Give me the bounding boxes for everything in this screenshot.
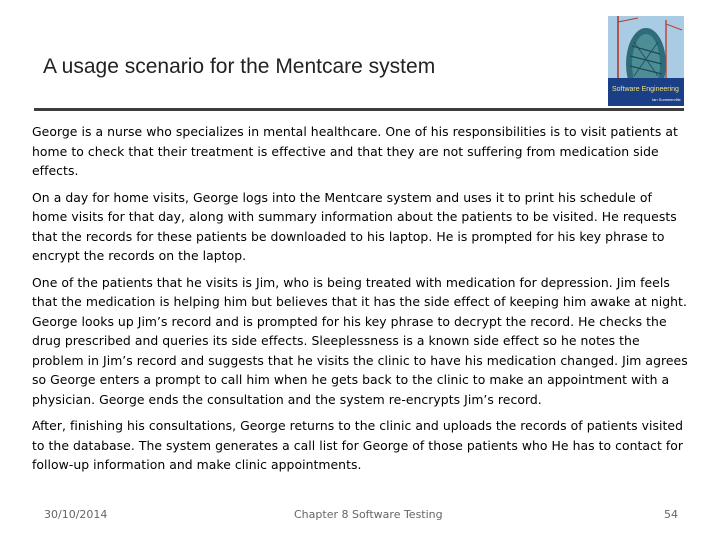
title-divider bbox=[34, 108, 684, 111]
cover-author: Ian Sommerville bbox=[652, 97, 681, 102]
cover-building-illustration bbox=[608, 16, 684, 78]
cover-title-band bbox=[608, 78, 684, 106]
cover-title: Software Engineering bbox=[612, 86, 679, 93]
footer-page-number: 54 bbox=[664, 508, 678, 521]
footer-date: 30/10/2014 bbox=[44, 508, 108, 521]
paragraph-2: On a day for home visits, George logs into the Mentcare system and uses it to print his schedule of home visits for that day, along with summary information about the patients to be visited. He requests that the records for these patients be downloaded to his laptop. He is prompted for his key phrase to encrypt the records on the laptop. bbox=[32, 189, 677, 263]
book-cover-image bbox=[608, 16, 684, 106]
slide-body bbox=[32, 122, 688, 482]
footer-chapter: Chapter 8 Software Testing bbox=[294, 508, 443, 521]
paragraph-1: George is a nurse who specializes in mental healthcare. One of his responsibilities is to visit patients at home to check that their treatment is effective and that they are not suffering from medication side effects. bbox=[32, 124, 678, 178]
paragraph-3: One of the patients that he visits is Jim, who is being treated with medication for depression. Jim feels that the medication is helping him but believes that it has the side effect of keeping him awake at night. George looks up Jim’s record and is prompted for his key phrase to decrypt the record. He checks the drug prescribed and queries its side effects. Sleeplessness is a known side effect so he notes the problem in Jim’s record and suggests that he visits the clinic to have his medication changed. Jim agrees so George enters a prompt to call him when he gets back to the clinic to make an appointment with a physician. George ends the consultation and the system re-encrypts Jim’s record. bbox=[32, 274, 688, 407]
paragraph-4: After, finishing his consultations, George returns to the clinic and uploads the records of patients visited to the database. The system generates a call list for George of those patients who He has to contact for follow-up information and make clinic appointments. bbox=[32, 418, 684, 472]
slide-title: A usage scenario for the Mentcare system bbox=[43, 55, 436, 78]
